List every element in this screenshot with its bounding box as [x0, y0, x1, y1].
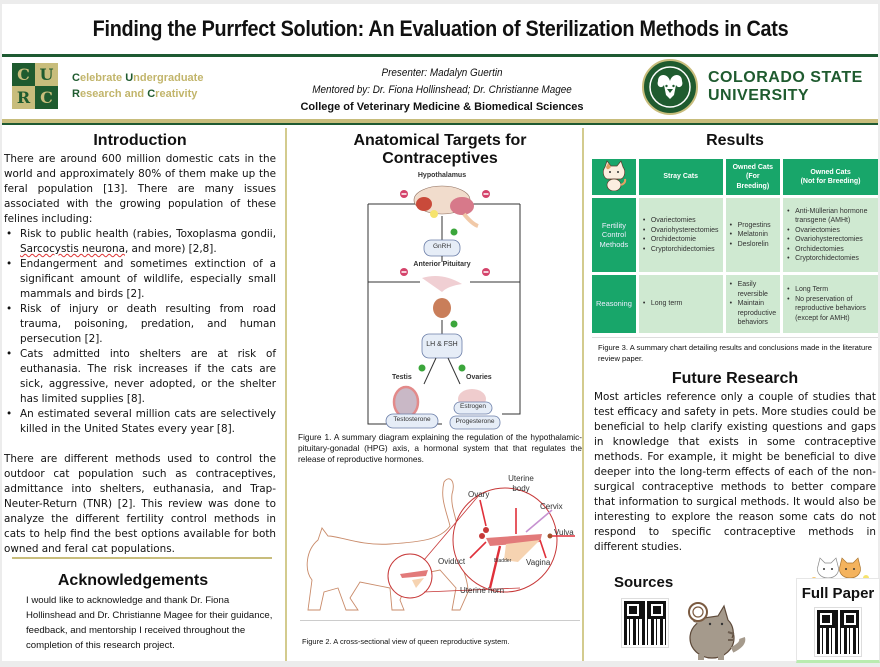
table-row-fertility — [592, 198, 878, 272]
full-paper-qr-code-icon[interactable] — [815, 608, 861, 656]
results-table — [589, 156, 880, 336]
acknowledgements-text: I would like to acknowledge and thank Dr. Fiona Hollinshead and Dr. Christianne Magee for their guidance, feedback, and mentorship I received throughout the completion of this research project. — [26, 595, 273, 651]
sources-qr-code-icon[interactable] — [622, 599, 668, 647]
label-uterine-body-line2: body — [512, 484, 530, 493]
csu-wordmark-line1: COLORADO STATE — [708, 69, 863, 86]
table-row-reasoning — [592, 275, 878, 333]
introduction-section — [4, 132, 276, 557]
column-header-text: Owned Cats — [732, 163, 774, 171]
acknowledgements-section — [26, 572, 276, 653]
curc-initial: U — [125, 72, 134, 84]
college-name: College of Veterinary Medicine & Biomedical Sciences — [300, 101, 584, 113]
csu-wordmark — [708, 69, 863, 105]
column-header-text: (Not for Breeding) — [800, 178, 861, 185]
column-header-text: (For Breeding) — [736, 173, 770, 190]
row-header-text: Methods — [599, 239, 629, 249]
table-bottom-rule — [592, 337, 878, 338]
label-bladder: Bladder — [494, 558, 512, 564]
spellcheck-underlined-text: Sarcocystis neurona — [20, 243, 125, 255]
column-header-text: Stray Cats — [663, 173, 699, 181]
column-header-stray — [639, 159, 723, 195]
ram-seal-icon — [642, 59, 698, 115]
table-cell-item: • Ovariectomies — [643, 216, 719, 226]
curc-initial: C — [72, 72, 80, 84]
curc-letter: C — [35, 86, 58, 109]
column-divider — [285, 128, 287, 661]
table-cell-item: • No preservation of reproductive behaviors (except for AMHt) — [787, 295, 874, 324]
table-cell — [726, 275, 781, 333]
header-band — [2, 57, 878, 119]
curc-word: elebrate — [79, 72, 126, 84]
figure-2-rule — [300, 620, 580, 621]
curc-word: reativity — [155, 88, 198, 100]
bullet-item: • Endangerment and sometimes extinction of a significant amount of wildlife, especially small mammals and birds [2]. — [4, 257, 276, 302]
presenter-name: Presenter: Madalyn Guertin — [381, 67, 503, 79]
table-cell-item: • Cryptorchidectomies — [787, 254, 874, 264]
introduction-bullets — [4, 227, 276, 437]
future-research-heading: Future Research — [671, 370, 799, 387]
table-cell — [783, 198, 878, 272]
acknowledgements-heading: Acknowledgements — [57, 572, 209, 589]
introduction-heading: Introduction — [93, 132, 187, 149]
label-ovaries: Ovaries — [466, 374, 492, 381]
table-cell-item: • Orchidectomies — [787, 245, 874, 255]
row-header-text: Control — [601, 230, 627, 240]
introduction-paragraph-2: There are different methods used to control the outdoor cat population such as contraceptives, admittance into shelters, euthanasia, and Trap-Neuter-Return (TNR) [2]. This review was done to analyze the different fertility control methods in cats to help find the best options available for both owned and feral cat populations. — [4, 453, 276, 555]
row-header-reasoning — [592, 275, 636, 333]
table-cell-item: • Easily reversible — [730, 280, 777, 299]
bullet-text: , and more) [2,8]. — [124, 243, 217, 255]
curc-word: esearch and — [79, 88, 148, 100]
acknowledgements-divider — [12, 557, 272, 559]
bullet-item: • An estimated several million cats are selectively killed in the United States every year [8]. — [4, 407, 276, 437]
curc-letter: C — [12, 63, 35, 86]
introduction-paragraph: There are around 600 million domestic cats in the world and approximately 80% of them make up the feral population [13]. There are many issues associated with the growing population of these felines including: — [4, 153, 276, 225]
row-header-text: Fertility — [601, 220, 627, 230]
table-cell-item: • Ovariohysterectomies — [643, 226, 719, 236]
label-vulva: Vulva — [554, 528, 574, 537]
label-oviduct: Oviduct — [438, 557, 466, 566]
label-testis: Testis — [392, 374, 412, 381]
anatomical-targets-section — [298, 132, 582, 465]
table-cell — [783, 275, 878, 333]
results-section — [592, 132, 878, 364]
column-divider — [582, 128, 584, 661]
future-research-text: Most articles reference only a couple of studies that test efficacy and safety in pets. More studies could be beneficial to help clarify existing questions and gaps in knowledge that exists in some contraceptive methods. For example, it might be beneficial to dive deeper into the long-term effects of each of the non-surgical contraceptive methods to better compare that information to surgical methods. It would also be interesting to explore the reason some cats do not respond to specific contraceptive methods in different studies. — [594, 391, 876, 553]
figure-2-reproductive-diagram — [300, 470, 580, 646]
row-header-fertility — [592, 198, 636, 272]
bullet-item: • Risk of injury or death resulting from road trauma, poisoning, predation, and human persecution [2]. — [4, 302, 276, 347]
title-bar — [2, 4, 878, 54]
table-cell-item: • Long Term — [787, 285, 874, 295]
curc-initial: C — [147, 88, 156, 100]
column-header-owned-breeding — [726, 159, 781, 195]
label-hypothalamus: Hypothalamus — [417, 172, 467, 179]
bullet-item — [4, 227, 276, 257]
poster-title: Finding the Purrfect Solution: An Evaluation of Sterilization Methods in Cats — [92, 16, 788, 41]
mentors: Mentored by: Dr. Fiona Hollinshead; Dr. Christianne Magee — [312, 84, 572, 96]
pusheen-cat-icon — [682, 594, 746, 667]
label-cervix: Cervix — [540, 502, 563, 511]
row-header-text: Reasoning — [596, 299, 632, 309]
label-gnrh: GnRH — [432, 243, 452, 250]
column-header-owned-not-breeding — [783, 159, 878, 195]
anatomical-heading: Anatomical Targets for Contraceptives — [353, 132, 527, 167]
bullet-item: • Cats admitted into shelters are at risk of euthanasia. The risk increases if the cats are sick, aggressive, never adopted, or the shelter has limited supplies [8]. — [4, 347, 276, 407]
curc-word: ndergraduate — [133, 72, 204, 84]
bullet-text: Risk to public health (rabies, Toxoplasma gondii, — [20, 228, 276, 240]
label-uterine-body-line1: Uterine — [508, 474, 534, 483]
label-lh-fsh: LH & FSH — [426, 341, 458, 348]
csu-logo — [642, 59, 863, 115]
header-divider-green — [2, 123, 878, 125]
sources-heading: Sources — [614, 574, 674, 591]
curc-initial: R — [72, 88, 80, 100]
curc-logo-text — [72, 70, 203, 102]
table-cell-item: • Maintain reproductive behaviors — [730, 299, 777, 328]
future-research-section — [594, 370, 876, 555]
curc-letter: R — [12, 86, 35, 109]
table-cell-item: • Long term — [643, 299, 719, 309]
table-cell-item: • Cryptorchidectomies — [643, 245, 719, 255]
figure-2-caption: Figure 2. A cross-sectional view of queen reproductive system. — [302, 637, 510, 646]
table-cell-item: • Melatonin — [730, 230, 777, 240]
table-cell — [726, 198, 781, 272]
column-header-text: Owned Cats — [810, 168, 851, 176]
presenter-info — [282, 65, 602, 116]
csu-wordmark-line2: UNIVERSITY — [708, 87, 810, 104]
full-paper-card — [796, 578, 880, 663]
label-uterine-body — [506, 474, 536, 494]
results-heading: Results — [706, 132, 764, 149]
table-cell-item: • Deslorelin — [730, 240, 777, 250]
curc-letter: U — [35, 63, 58, 86]
table-cell-item: • Anti-Müllerian hormone transgene (AMHt) — [787, 207, 874, 226]
label-ovary: Ovary — [468, 490, 490, 499]
cat-mascot-icon — [592, 159, 636, 195]
table-cell-item: • Orchidectomie — [643, 235, 719, 245]
curc-logo — [12, 63, 203, 109]
curc-logo-grid — [12, 63, 58, 109]
figure-1-caption: Figure 1. A summary diagram explaining the regulation of the hypothalamic-pituitary-gonadal (HPG) axis, a hormonal system that that regulates the release of reproductive hormones. — [298, 432, 582, 464]
label-anterior-pituitary: Anterior Pituitary — [413, 261, 471, 268]
table-cell-item: • Progestins — [730, 221, 777, 231]
label-estrogen: Estrogen — [459, 403, 487, 410]
label-progesterone: Progesterone — [455, 418, 495, 425]
table-cell — [639, 275, 723, 333]
label-vagina: Vagina — [526, 558, 551, 567]
figure-1-hpg-diagram — [362, 174, 526, 430]
full-paper-heading: Full Paper — [801, 585, 875, 602]
sources-block — [614, 574, 673, 647]
table-cell-item: • Ovariohysterectomies — [787, 235, 874, 245]
label-uterine-horn: Uterine horn — [460, 586, 505, 595]
poster — [2, 4, 878, 661]
table-cell — [639, 198, 723, 272]
label-testosterone: Testosterone — [393, 416, 431, 423]
table-cell-item: • Ovariectomies — [787, 226, 874, 236]
table-header-row — [592, 159, 878, 195]
figure-3-caption: Figure 3. A summary chart detailing results and conclusions made in the literature review paper. — [598, 343, 872, 363]
